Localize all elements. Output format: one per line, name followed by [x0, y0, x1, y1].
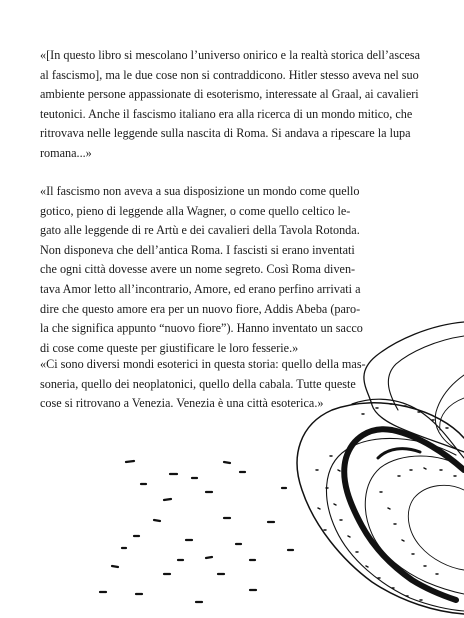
text-line: la che significa appunto “nuovo fiore”). Hanno inventato un sacco: [40, 321, 363, 336]
text-line: cose si ritrovano a Venezia. Venezia è una città esoterica.»: [40, 396, 324, 411]
text-line: al fascismo], ma le due cose non si contraddicono. Hitler stesso aveva nel suo: [40, 67, 419, 82]
text-line: soneria, quello dei neoplatonici, quello della cabala. Tutte queste: [40, 376, 356, 391]
text-line: gotico, pieno di leggende alla Wagner, o come quello celtico le-: [40, 203, 351, 218]
text-line: ritrovava nelle leggende sulla nascita di Roma. Si andava a ripescare la lupa: [40, 126, 411, 141]
text-line: «Ci sono diversi mondi esoterici in questa storia: quello della mas-: [40, 357, 366, 371]
text-line: di cose come queste per giustificare le loro fesserie.»: [40, 340, 299, 355]
text-line: teutonici. Anche il fascismo italiano era alla ricerca di un mondo mitico, che: [40, 106, 413, 121]
text-line: dire che questo amore era per un nuovo fiore, Addis Abeba (paro-: [40, 301, 361, 316]
text-line: gato alle leggende di re Artù e dei cavalieri della Tavola Rotonda.: [40, 223, 360, 238]
text-line: Non disponeva che dell’antica Roma. I fascisti si erano inventati: [40, 242, 355, 257]
text-line: «[In questo libro si mescolano l’universo onirico e la realtà storica dell’ascesa: [40, 48, 421, 62]
text-line: ambiente persone appassionate di esoterismo, interessate al Graal, ai cavalieri: [40, 87, 419, 102]
text-line: che ogni città dovesse avere un nome segreto. Così Roma diven-: [40, 262, 356, 277]
text-line: tava Amor letto all’incontrario, Amore, ed erano perfino arrivati a: [40, 281, 361, 296]
text-line: «Il fascismo non aveva a sua disposizione un mondo come quello: [40, 184, 360, 198]
text-line: romana...»: [40, 145, 92, 160]
